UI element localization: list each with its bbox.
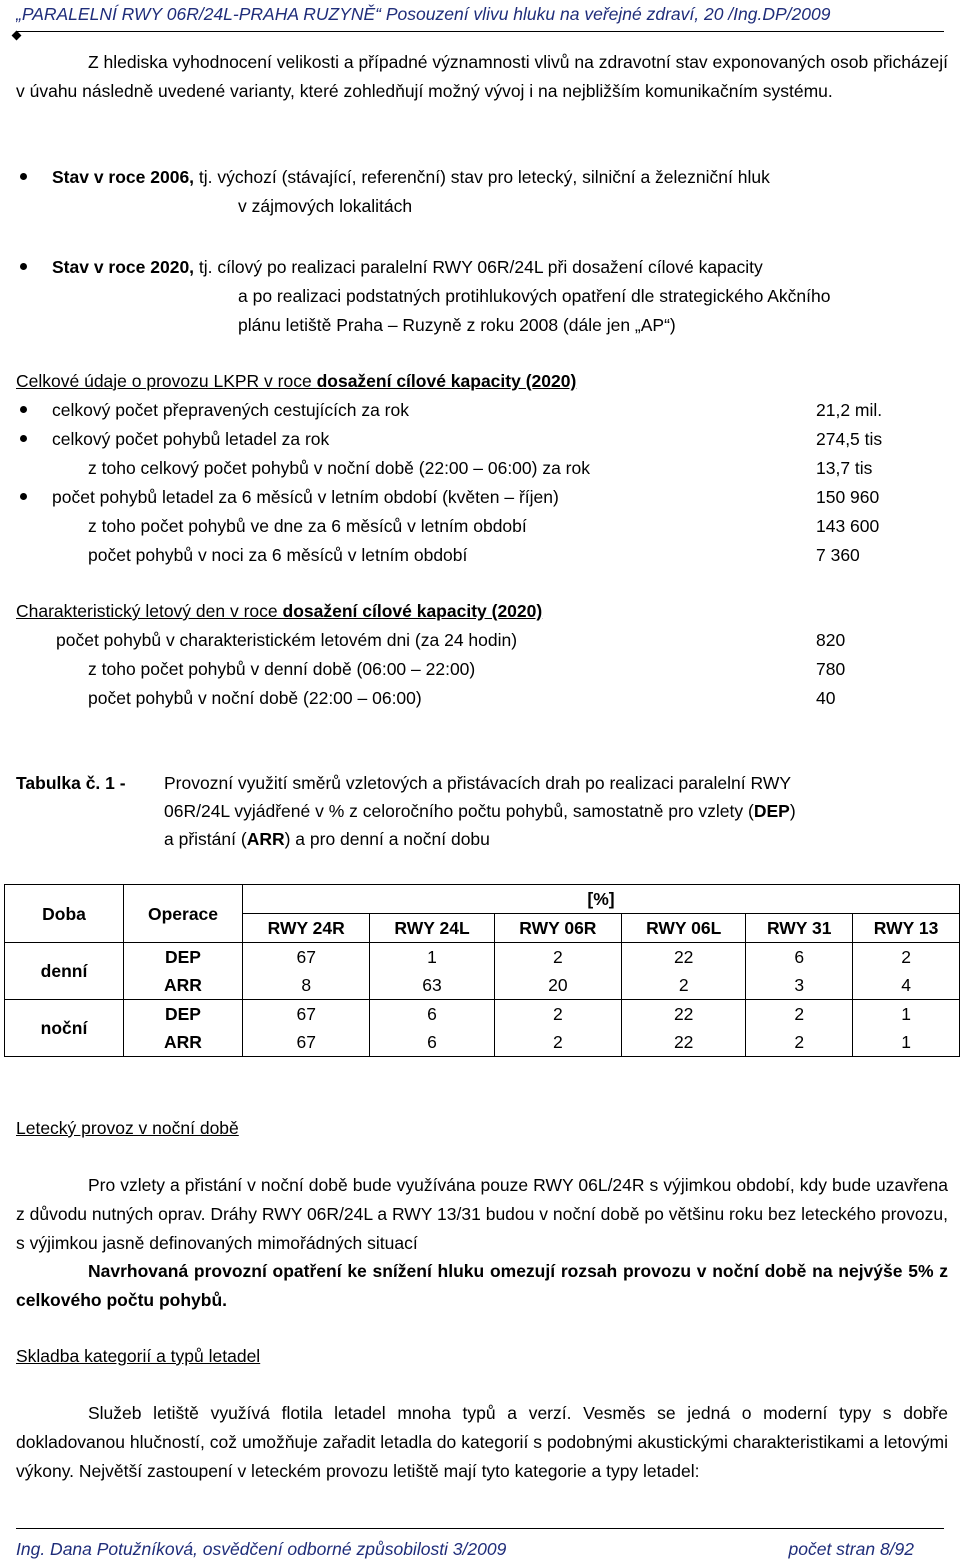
- value-cell: 2: [746, 1000, 853, 1029]
- value-cell: 22: [622, 943, 746, 972]
- table-row: [5, 971, 960, 1000]
- table-caption-line1: Provozní využití směrů vzletových a přistávacích drah po realizaci paralelní RWY: [164, 773, 792, 793]
- capacity-item-value: 150 960: [816, 487, 880, 507]
- runway-header: RWY 24L: [370, 914, 494, 943]
- char-day-item-value: 820: [816, 630, 846, 650]
- value-cell: 22: [622, 1000, 746, 1029]
- caption-dep: DEP: [753, 801, 790, 821]
- value-cell: 2: [494, 1028, 621, 1057]
- capacity-item-value: 7 360: [816, 545, 860, 565]
- capacity-item-value: 13,7 tis: [816, 458, 873, 478]
- bullet-icon: [20, 435, 27, 442]
- runway-header: RWY 06R: [494, 914, 621, 943]
- state-2020-label: Stav v roce 2020,: [52, 257, 195, 277]
- night-paragraph: Pro vzlety a přistání v noční době bude využívána pouze RWY 06L/24R s výjimkou období, kdy bude uzavřena z důvodu nutných oprav. Dráhy RWY 06R/24L a RWY 13/31 budou v noční době po většinu roku bez leteckého provozu, s výjimkou jasně definovaných mimořádných situací: [16, 1175, 948, 1253]
- caption-text: 06R/24L vyjádřené v % z celoročního počtu pohybů, samostatně pro vzlety (: [164, 801, 754, 821]
- value-cell: 2: [746, 1028, 853, 1057]
- table-row: [5, 943, 960, 972]
- bullet-icon: [20, 493, 27, 500]
- col-operace: Operace: [124, 885, 243, 943]
- table-caption-line3: [164, 825, 490, 854]
- footer-author: Ing. Dana Potužníková, osvědčení odborné způsobilosti 3/2009: [16, 1539, 507, 1559]
- fleet-heading: Skladba kategorií a typů letadel: [16, 1346, 261, 1366]
- value-cell: 1: [853, 1000, 960, 1029]
- header-marker-icon: [12, 31, 22, 41]
- state-2020-text-cont2: plánu letiště Praha – Ruzyně z roku 2008 (dále jen „AP“): [238, 315, 676, 335]
- capacity-heading-bold: dosažení cílové kapacity (2020): [316, 371, 577, 391]
- state-2020: [52, 253, 763, 282]
- runway-header: RWY 24R: [243, 914, 370, 943]
- value-cell: 8: [243, 971, 370, 1000]
- value-cell: 67: [243, 943, 370, 972]
- capacity-item-value: 143 600: [816, 516, 880, 536]
- capacity-item-label: celkový počet přepravených cestujících za rok: [52, 400, 409, 420]
- value-cell: 4: [853, 971, 960, 1000]
- char-day-item-value: 40: [816, 688, 836, 708]
- runway-usage-table: [4, 884, 960, 1057]
- night-measures-paragraph: Navrhovaná provozní opatření ke snížení hluku omezují rozsah provozu v noční době na nejvýše 5% z celkového počtu pohybů.: [16, 1261, 948, 1310]
- page-header: [16, 4, 944, 32]
- value-cell: 2: [622, 971, 746, 1000]
- value-cell: 6: [746, 943, 853, 972]
- footer-page-count: počet stran 8/92: [788, 1539, 914, 1559]
- value-cell: 3: [746, 971, 853, 1000]
- fleet-paragraph: Služeb letiště využívá flotila letadel mnoha typů a verzí. Vesměs se jedná o moderní typy s dobře dokladovanou hlučností, což umožňuje zařadit letadla do kategorií s podobnými akustickými charakteristikami a letovými výkony. Největší zastoupení v leteckém provozu letiště mají tyto kategorie a typy letadel:: [16, 1403, 948, 1481]
- bullet-icon: [20, 406, 27, 413]
- table-row: [5, 1000, 960, 1029]
- table-header-row: [5, 885, 960, 914]
- night-heading: Letecký provoz v noční době: [16, 1118, 239, 1138]
- value-cell: 2: [494, 943, 621, 972]
- value-cell: 2: [494, 1000, 621, 1029]
- table-row: [5, 1028, 960, 1057]
- operace-cell: ARR: [124, 971, 243, 1000]
- char-day-heading-bold: dosažení cílové kapacity (2020): [282, 601, 543, 621]
- state-2006-text-cont: v zájmových lokalitách: [238, 196, 413, 216]
- value-cell: 67: [243, 1028, 370, 1057]
- intro-paragraph: Z hlediska vyhodnocení velikosti a případné významnosti vlivů na zdravotní stav exponovaných osob přicházejí v úvahu následně uvedené varianty, které zohledňují možný vývoj i na nejbližším komunikačním systému.: [16, 52, 948, 101]
- value-cell: 22: [622, 1028, 746, 1057]
- bullet-icon: [20, 173, 27, 180]
- value-cell: 1: [370, 943, 494, 972]
- capacity-heading: [16, 367, 576, 396]
- operace-cell: DEP: [124, 1000, 243, 1029]
- capacity-item-label: počet pohybů letadel za 6 měsíců v letním období (květen – říjen): [52, 487, 559, 507]
- operace-cell: DEP: [124, 943, 243, 972]
- page-footer: [16, 1528, 944, 1560]
- value-cell: 20: [494, 971, 621, 1000]
- value-cell: 1: [853, 1028, 960, 1057]
- value-cell: 63: [370, 971, 494, 1000]
- state-2006-label: Stav v roce 2006,: [52, 167, 195, 187]
- char-day-heading: [16, 597, 542, 626]
- capacity-item-label: z toho celkový počet pohybů v noční době (22:00 – 06:00) za rok: [88, 458, 590, 478]
- char-day-item-label: počet pohybů v charakteristickém letovém dni (za 24 hodin): [56, 630, 518, 650]
- operace-cell: ARR: [124, 1028, 243, 1057]
- col-unit: [%]: [243, 885, 960, 914]
- table-caption-line2: [164, 797, 796, 826]
- capacity-heading-plain: Celkové údaje o provozu LKPR v roce: [16, 371, 317, 391]
- capacity-item-value: 21,2 mil.: [816, 400, 883, 420]
- col-doba: Doba: [5, 885, 124, 943]
- table-caption-label: Tabulka č. 1 -: [16, 773, 126, 793]
- header-title: „PARALELNÍ RWY 06R/24L-PRAHA RUZYNĚ“ Posouzení vlivu hluku na veřejné zdraví, 20 /Ing.DP/2009: [16, 4, 831, 24]
- char-day-item-value: 780: [816, 659, 846, 679]
- value-cell: 6: [370, 1000, 494, 1029]
- doba-cell: noční: [5, 1000, 124, 1057]
- runway-header: RWY 31: [746, 914, 853, 943]
- caption-text: a přistání (: [164, 829, 247, 849]
- capacity-item-label: celkový počet pohybů letadel za rok: [52, 429, 330, 449]
- caption-text: ): [789, 801, 796, 821]
- capacity-item-label: počet pohybů v noci za 6 měsíců v letním období: [88, 545, 468, 565]
- char-day-item-label: z toho počet pohybů v denní době (06:00 – 22:00): [88, 659, 476, 679]
- runway-header: RWY 06L: [622, 914, 746, 943]
- value-cell: 67: [243, 1000, 370, 1029]
- state-2006: [52, 163, 948, 192]
- caption-text: ) a pro denní a noční dobu: [284, 829, 490, 849]
- char-day-heading-plain: Charakteristický letový den v roce: [16, 601, 283, 621]
- bullet-icon: [20, 263, 27, 270]
- capacity-item-label: z toho počet pohybů ve dne za 6 měsíců v letním období: [88, 516, 527, 536]
- doba-cell: denní: [5, 943, 124, 1000]
- state-2006-text: tj. výchozí (stávající, referenční) stav pro letecký, silniční a železniční hluk: [198, 167, 770, 187]
- caption-arr: ARR: [246, 829, 285, 849]
- value-cell: 2: [853, 943, 960, 972]
- value-cell: 6: [370, 1028, 494, 1057]
- state-2020-text-cont: a po realizaci podstatných protihlukových opatření dle strategického Akčního: [238, 286, 831, 306]
- char-day-item-label: počet pohybů v noční době (22:00 – 06:00): [88, 688, 422, 708]
- state-2020-text: tj. cílový po realizaci paralelní RWY 06R/24L při dosažení cílové kapacity: [198, 257, 763, 277]
- runway-header: RWY 13: [853, 914, 960, 943]
- capacity-item-value: 274,5 tis: [816, 429, 883, 449]
